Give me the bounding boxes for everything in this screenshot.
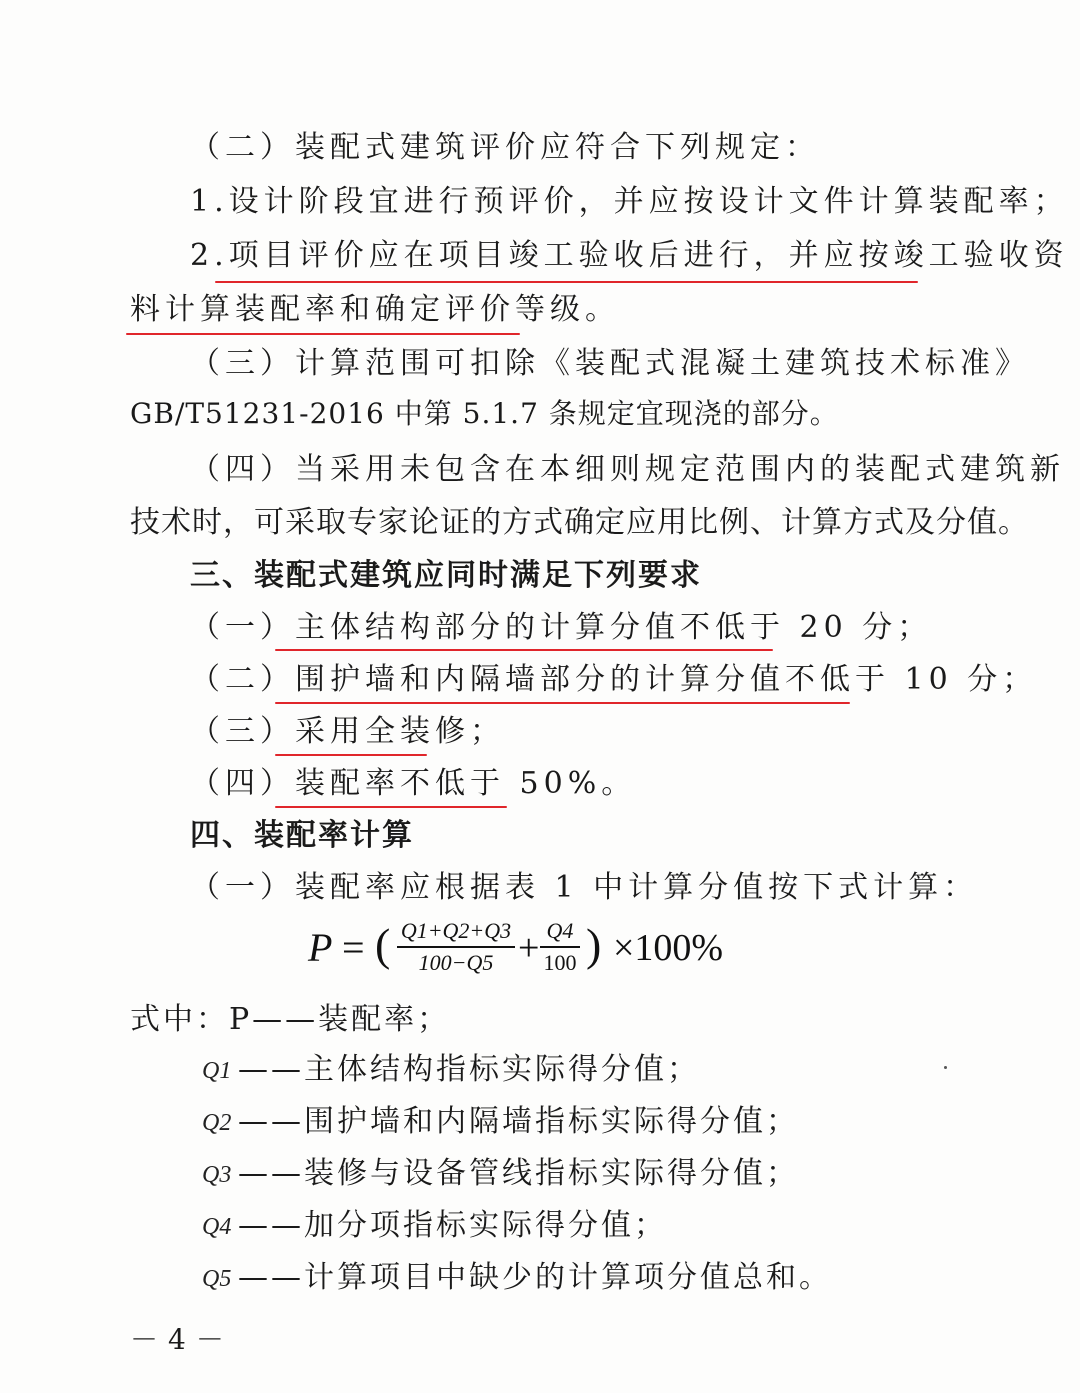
requirement-1: （一）主体结构部分的计算分值不低于 20 分；	[190, 610, 933, 645]
fraction-2-numerator: Q4	[546, 918, 574, 943]
section-3-heading: 三、装配式建筑应同时满足下列要求	[190, 558, 702, 593]
clause-item-1: 1.设计阶段宜进行预评价，并应按设计文件计算装配率；	[190, 184, 1069, 219]
formula-fraction-2	[540, 918, 580, 976]
clause-item-2-line-2: 料计算装配率和确定评价等级。	[130, 292, 620, 327]
requirement-2: （二）围护墙和内隔墙部分的计算分值不低于 10 分；	[190, 662, 1038, 697]
definition-text: ——计算项目中缺少的计算项分值总和。	[238, 1260, 832, 1295]
definition-symbol: Q3	[202, 1162, 232, 1188]
formula-lhs: P	[308, 925, 333, 970]
red-underline	[275, 754, 427, 756]
clause-item-2-line-1: 2.项目评价应在项目竣工验收后进行，并应按竣工验收资	[190, 238, 1069, 273]
clause-4-1: （一）装配率应根据表 1 中计算分值按下式计算：	[190, 870, 979, 905]
red-underline	[275, 806, 507, 808]
definition-symbol: Q4	[202, 1214, 232, 1240]
clause-2-3-line-2: GB/T51231-2016 中第 5.1.7 条规定宜现浇的部分。	[130, 397, 839, 430]
formula-equals: =	[342, 925, 365, 970]
fraction-1-denominator: 100−Q5	[418, 949, 494, 975]
definition-symbol: Q1	[202, 1058, 232, 1084]
definition-text: ——装修与设备管线指标实际得分值；	[238, 1156, 799, 1191]
clause-2-4-line-1: （四）当采用未包含在本细则规定范围内的装配式建筑新	[190, 452, 1065, 487]
red-underline	[215, 281, 918, 283]
formula-times-percent: ×100%	[613, 927, 724, 969]
fraction-bar	[540, 946, 580, 948]
formula-left-paren: (	[375, 919, 391, 970]
definition-text: ——围护墙和内隔墙指标实际得分值；	[238, 1104, 799, 1139]
formula-right-paren: )	[586, 919, 602, 970]
definition-text: ——主体结构指标实际得分值；	[238, 1052, 700, 1087]
red-underline	[275, 649, 773, 651]
definition-text: ——加分项指标实际得分值；	[238, 1208, 667, 1243]
fraction-1-numerator: Q1+Q2+Q3	[400, 918, 512, 943]
fraction-bar	[397, 946, 515, 948]
definition-symbol: Q2	[202, 1110, 232, 1136]
formula-plus: +	[518, 927, 540, 969]
formula-fraction-1	[397, 918, 515, 976]
requirement-3: （三）采用全装修；	[190, 714, 505, 749]
red-underline	[275, 702, 850, 704]
clause-2-3-line-1: （三）计算范围可扣除《装配式混凝土建筑技术标准》	[190, 346, 1030, 381]
definition-symbol: Q5	[202, 1266, 232, 1292]
fraction-2-denominator: 100	[543, 949, 577, 975]
clause-2-2-heading: （二）装配式建筑评价应符合下列规定：	[190, 130, 820, 165]
page-number: －4－	[130, 1323, 234, 1356]
section-4-heading: 四、装配率计算	[190, 818, 414, 853]
definitions-intro: 式中：P——装配率；	[130, 1002, 451, 1037]
clause-2-4-line-2: 技术时，可采取专家论证的方式确定应用比例、计算方式及分值。	[130, 505, 1029, 540]
scan-speck	[944, 1066, 947, 1069]
requirement-4: （四）装配率不低于 50%。	[190, 766, 637, 801]
red-underline	[126, 333, 520, 335]
